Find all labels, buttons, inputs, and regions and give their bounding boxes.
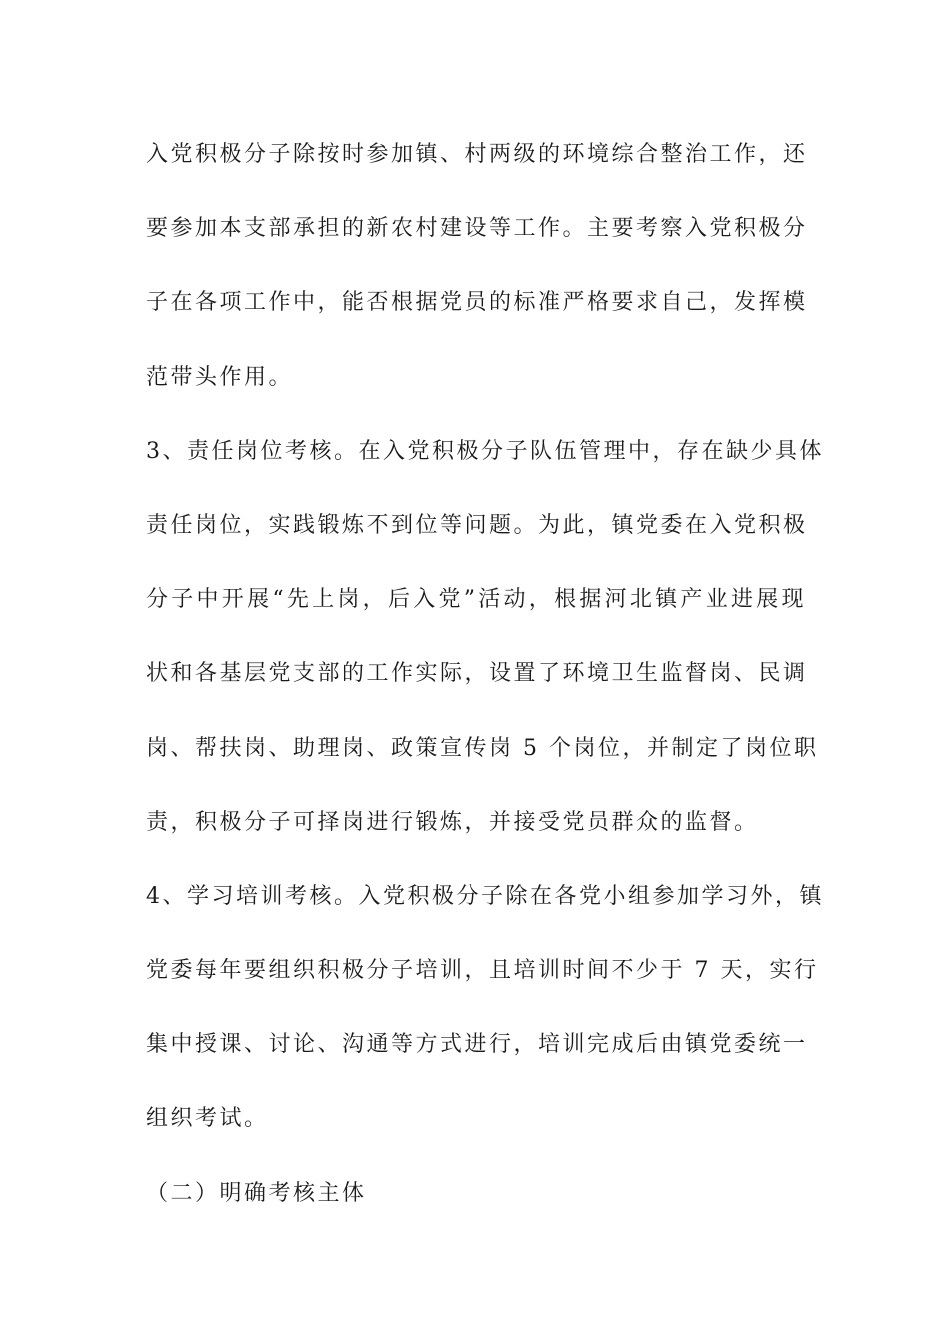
text-line-4: 范带头作用。 [146, 364, 294, 390]
text-line-7: 分子中开展“先上岗，后入党”活动，根据河北镇产业进展现 [146, 587, 806, 613]
text-line-14: 组织考试。 [146, 1106, 269, 1132]
text-line-11: 4、学习培训考核。入党积极分子除在各党小组参加学习外，镇 [146, 883, 824, 909]
text-line-12: 党委每年要组织积极分子培训，且培训时间不少于 7 天，实行 [146, 958, 819, 984]
text-line-6: 责任岗位，实践锻炼不到位等问题。为此，镇党委在入党积极 [146, 512, 808, 538]
text-line-10: 责，积极分子可择岗进行锻炼，并接受党员群众的监督。 [146, 809, 759, 835]
text-line-5: 3、责任岗位考核。在入党积极分子队伍管理中，存在缺少具体 [146, 438, 824, 464]
text-line-2: 要参加本支部承担的新农村建设等工作。主要考察入党积极分 [146, 216, 808, 242]
text-line-9: 岗、帮扶岗、助理岗、政策宣传岗 5 个岗位，并制定了岗位职 [146, 735, 819, 761]
text-line-13: 集中授课、讨论、沟通等方式进行，培训完成后由镇党委统一 [146, 1032, 808, 1058]
text-line-8: 状和各基层党支部的工作实际，设置了环境卫生监督岗、民调 [146, 661, 808, 687]
text-line-3: 子在各项工作中，能否根据党员的标准严格要求自己，发挥模 [146, 290, 808, 316]
text-line-1: 入党积极分子除按时参加镇、村两级的环境综合整治工作，还 [146, 142, 808, 167]
document-body [146, 127, 824, 1240]
section-heading: （二）明确考核主体 [146, 1180, 367, 1206]
